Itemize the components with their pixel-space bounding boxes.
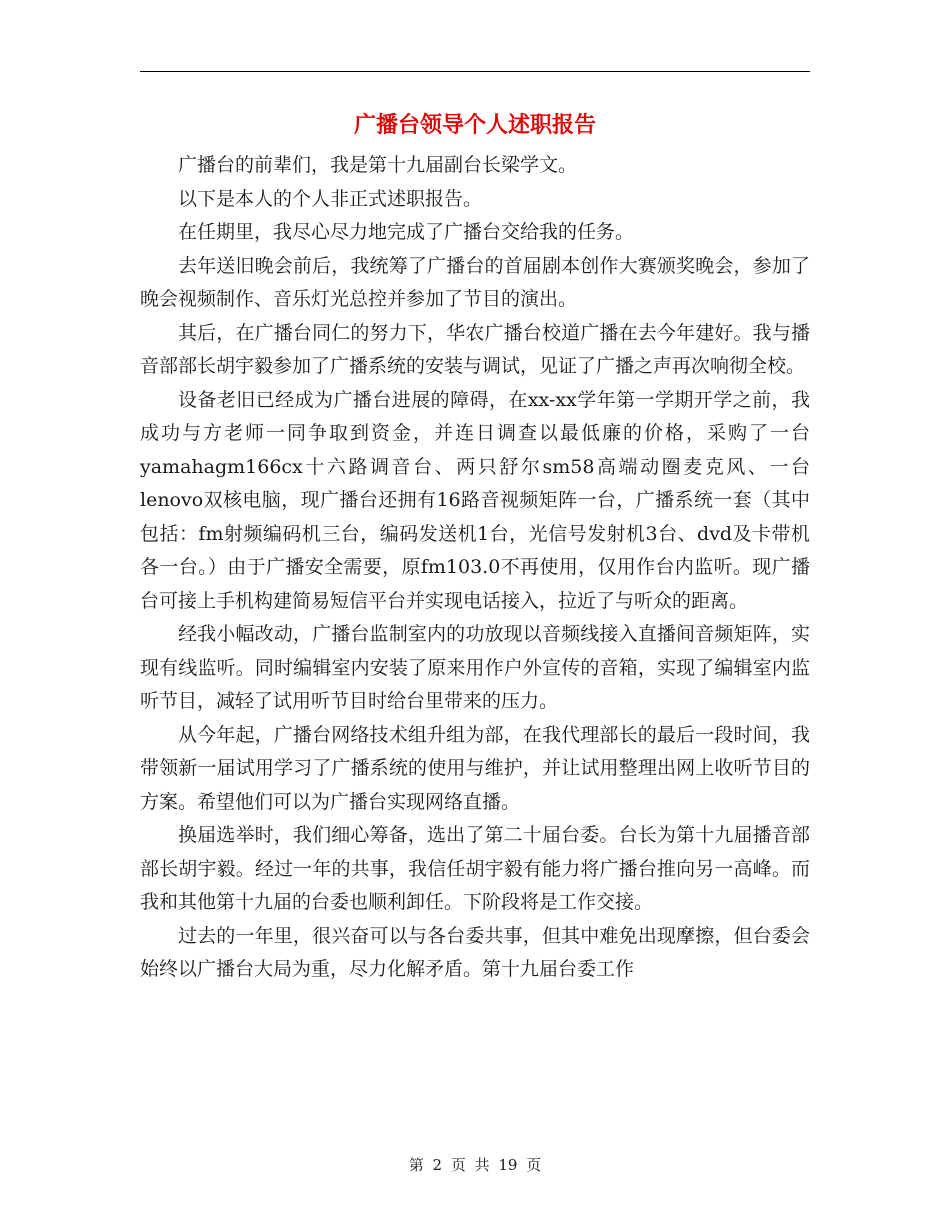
document-body	[140, 149, 810, 987]
paragraph-4: 去年送旧晚会前后，我统筹了广播台的首届剧本创作大赛颁奖晚会，参加了晚会视频制作、音乐灯光总控并参加了节目的演出。	[140, 254, 810, 310]
paragraph-6: 设备老旧已经成为广播台进展的障碍，在xx-xx学年第一学期开学之前，我成功与方老师一同争取到资金，并连日调查以最低廉的价格，采购了一台yamahagm166cx十六路调音台、两只舒尔sm58高端动圈麦克风、一台lenovo双核电脑，现广播台还拥有16路音视频矩阵一台，广播系统一套（其中包括：fm射频编码机三台，编码发送机1台，光信号发射机3台、dvd及卡带机各一台。）由于广播安全需要，原fm103.0不再使用，仅用作台内监听。现广播台可接上手机构建简易短信平台并实现电话接入，拉近了与听众的距离。	[140, 388, 810, 612]
document-title: 广播台领导个人述职报告	[353, 112, 596, 138]
paragraph-5: 其后，在广播台同仁的努力下，华农广播台校道广播在去今年建好。我与播音部部长胡宇毅参加了广播系统的安装与调试，见证了广播之声再次响彻全校。	[140, 321, 810, 377]
paragraph-7: 经我小幅改动，广播台监制室内的功放现以音频线接入直播间音频矩阵，实现有线监听。同时编辑室内安装了原来用作户外宣传的音箱，实现了编辑室内监听节目，减轻了试用听节目时给台里带来的压力。	[140, 623, 810, 712]
paragraph-1: 广播台的前辈们，我是第十九届副台长梁学文。	[178, 154, 578, 176]
paragraph-3: 在任期里，我尽心尽力地完成了广播台交给我的任务。	[178, 221, 635, 243]
paragraph-2: 以下是本人的个人非正式述职报告。	[178, 187, 483, 210]
header-rule	[140, 71, 810, 72]
paragraph-8: 从今年起，广播台网络技术组升组为部，在我代理部长的最后一段时间，我带领新一届试用学习了广播系统的使用与维护，并让试用整理出网上收听节目的方案。希望他们可以为广播台实现网络直播。	[140, 723, 810, 813]
page-number-footer: 第 2 页 共 19 页	[408, 1156, 542, 1174]
paragraph-9: 换届选举时，我们细心筹备，选出了第二十届台委。台长为第十九届播音部部长胡宇毅。经过一年的共事，我信任胡宇毅有能力将广播台推向另一高峰。而我和其他第十九届的台委也顺利卸任。下阶段将是工作交接。	[140, 824, 810, 913]
paragraph-10: 过去的一年里，很兴奋可以与各台委共事，但其中难免出现摩擦，但台委会始终以广播台大局为重，尽力化解矛盾。第十九届台委工作	[140, 924, 810, 980]
